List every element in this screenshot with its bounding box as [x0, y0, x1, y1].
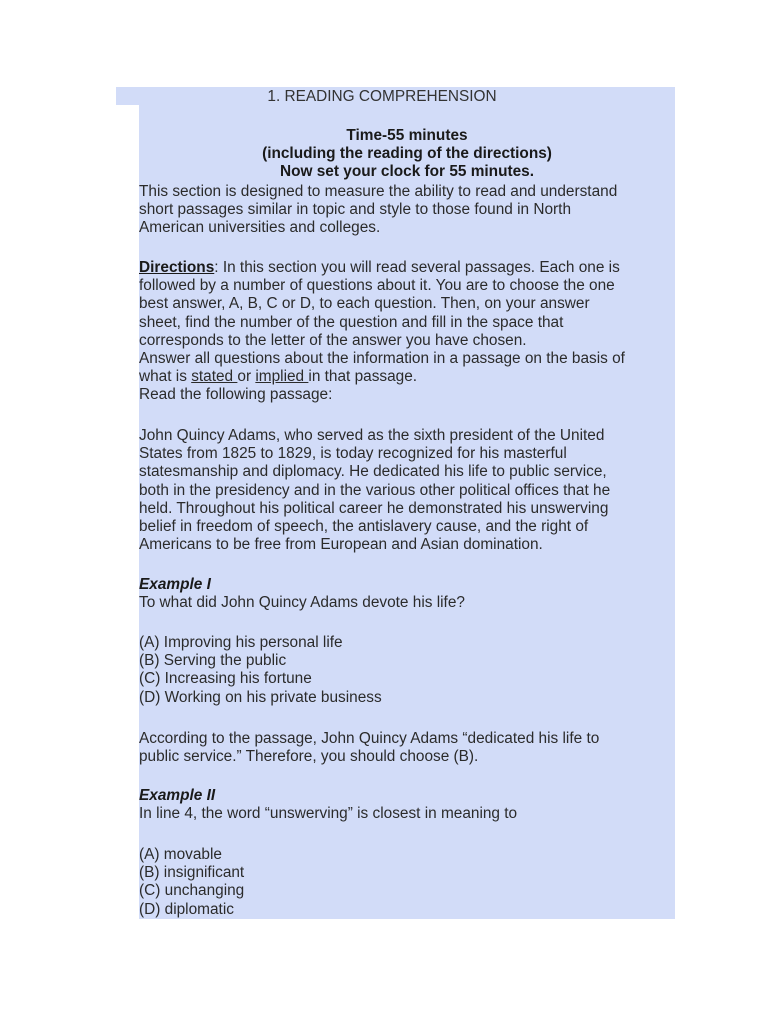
answer-option: (C) Increasing his fortune: [139, 670, 312, 688]
directions-paragraph: Directions: In this section you will read several passages. Each one is followed by a number of questions about it. You are to choose the one best answer, A, B, C or D, to each question. Then, on your answer sheet, find the number of the question and fill in the space that corresponds to the letter of the answer you have chosen. Answer all questions about the information in a passage on the basis of what is stated or implied in that passage. Read the following passage:: [139, 259, 625, 404]
answer-option: (A) movable: [139, 846, 222, 863]
implied-term: implied: [255, 368, 309, 386]
section-heading: 1. READING COMPREHENSION: [267, 88, 497, 105]
example-1: [139, 576, 465, 612]
passage-paragraph: John Quincy Adams, who served as the sixth president of the United States from 1825 to 1829, is today recognized for his masterful statesmanship and diplomacy. He dedicated his life to public service, both in the presidency and in the various other political offices that he held. Throughout his political career he demonstrated his unswerving belief in freedom of speech, the antislavery cause, and the right of Americans to be free from European and Asian domination.: [139, 427, 611, 554]
example-1-explanation: According to the passage, John Quincy Adams “dedicated his life to public service.” Therefore, you should choose (B).: [139, 730, 600, 766]
time-block: [139, 127, 675, 182]
answer-option: (B) insignificant: [139, 864, 245, 882]
example-1-question: To what did John Quincy Adams devote his life?: [139, 594, 465, 612]
example-2-question: In line 4, the word “unswerving” is closest in meaning to: [139, 805, 518, 823]
example-2: [139, 787, 517, 823]
reading-comprehension-panel: [139, 87, 675, 919]
answer-option: (D) diplomatic: [139, 900, 234, 918]
answer-option: (B) Serving the public: [139, 652, 287, 670]
heading-band: [116, 87, 140, 105]
example-2-title: Example II: [139, 787, 216, 804]
intro-paragraph: This section is designed to measure the ability to read and understand short passages similar in topic and style to those found in North American universities and colleges.: [139, 183, 618, 237]
time-line: (including the reading of the directions): [262, 145, 552, 163]
directions-label: Directions: [139, 259, 215, 276]
answer-option: (D) Working on his private business: [139, 688, 382, 706]
time-line: Time-55 minutes: [346, 127, 468, 144]
answer-option: (C) unchanging: [139, 882, 245, 900]
answer-option: (A) Improving his personal life: [139, 634, 343, 651]
time-line: Now set your clock for 55 minutes.: [279, 163, 534, 181]
stated-term: stated: [191, 368, 238, 386]
example-2-options: [139, 846, 244, 919]
example-1-title: Example I: [139, 576, 211, 593]
example-1-options: [139, 634, 382, 707]
